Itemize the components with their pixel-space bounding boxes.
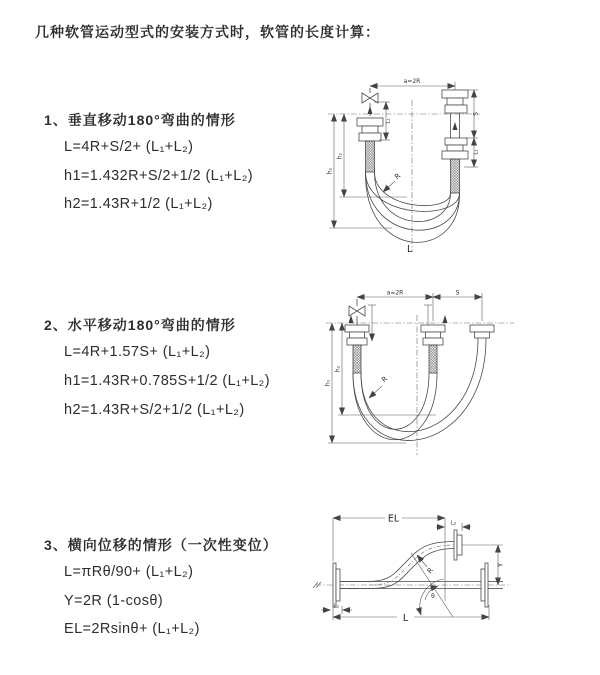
section3-formula-EL: EL=2Rsinθ+ (L₁+L₂): [64, 621, 200, 637]
section3-formula-L: L=πRθ/90+ (L₁+L₂): [64, 564, 194, 580]
dim-label-l: L: [402, 613, 409, 624]
section1-formula-h1: h1=1.432R+S/2+1/2 (L₁+L₂): [64, 168, 254, 184]
left-flange-fitting: [357, 118, 383, 172]
section2-formula-L: L=4R+1.57S+ (L₁+L₂): [64, 344, 211, 360]
diagram-vertical-bend: [312, 72, 597, 257]
section1-heading: 1、垂直移动180°弯曲的情形: [44, 112, 236, 128]
dim-label-h2: h₂: [334, 365, 342, 373]
diagram-lateral-displacement: [305, 505, 600, 660]
dim-label-h1: h₁: [324, 379, 332, 387]
dim-label-theta: θ: [431, 593, 435, 600]
right-flange-fitting: [442, 90, 468, 193]
upper-flange: [454, 530, 462, 560]
left-flange: [333, 563, 340, 607]
section3-formula-Y: Y=2R (1-cosθ): [64, 593, 164, 609]
dim-label-s: S: [472, 112, 480, 116]
dim-label-y: Y: [496, 562, 505, 568]
dim-label-a2r: a=2R: [386, 289, 404, 297]
section3-heading: 3、横向位移的情形（一次性变位）: [44, 537, 278, 553]
hose-u-curves: [353, 338, 486, 441]
dim-label-h2: h₂: [336, 152, 344, 160]
dim-label-el: EL: [387, 513, 400, 525]
dim-label-l1-left: L₁: [385, 118, 392, 124]
right-flange-fitting: [470, 325, 494, 338]
dim-label-s: S: [455, 289, 460, 297]
move-arrow-right: [453, 122, 458, 130]
dim-label-r: R: [393, 171, 403, 182]
section2-heading: 2、水平移动180°弯曲的情形: [44, 317, 236, 333]
section1-formula-L: L=4R+S/2+ (L₁+L₂): [64, 139, 194, 155]
dim-label-h1: h₁: [326, 167, 334, 175]
dim-label-l1: L₁: [333, 603, 340, 610]
left-flange-fitting: [345, 325, 369, 373]
page-title: 几种软管运动型式的安装方式时，软管的长度计算：: [35, 24, 380, 40]
section1-formula-h2: h2=1.43R+1/2 (L₁+L₂): [64, 196, 213, 212]
hose-u-curves: [365, 172, 459, 242]
dim-label-r: R: [380, 374, 390, 385]
dim-label-l: L: [407, 244, 413, 255]
dim-label-l2: L₂: [450, 520, 457, 527]
dim-label-l1-right: L₁: [473, 149, 480, 155]
move-arrow-middle: [443, 315, 448, 323]
diagram-horizontal-bend: [318, 285, 590, 465]
move-arrow-left: [368, 106, 373, 114]
dim-label-r: R: [425, 566, 436, 576]
section2-formula-h1: h1=1.43R+0.785S+1/2 (L₁+L₂): [64, 373, 270, 389]
dim-label-a2r: a=2R: [403, 78, 421, 85]
middle-flange-fitting: [421, 325, 445, 373]
section2-formula-h2: h2=1.43R+S/2+1/2 (L₁+L₂): [64, 402, 245, 418]
